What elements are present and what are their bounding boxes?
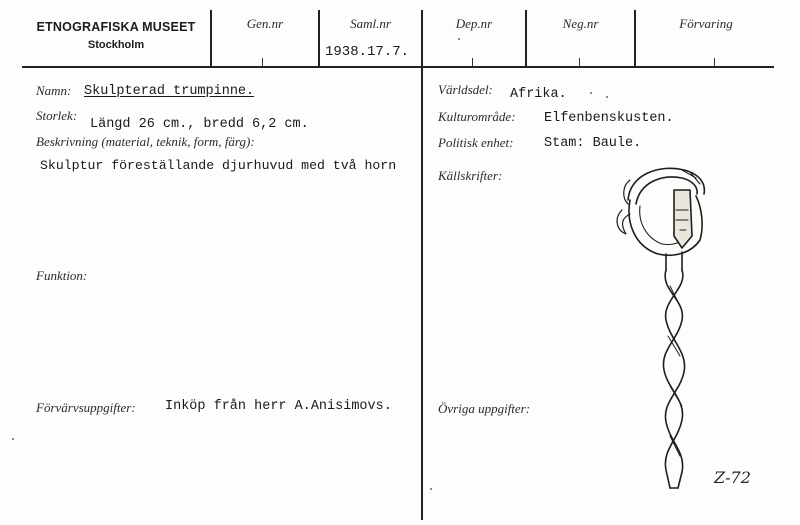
politisk-label: Politisk enhet: [438,135,514,150]
drumstick-illustration [600,160,720,500]
forvaring-label: Förvaring [679,16,733,31]
tick-mark [714,58,715,66]
curator-signature: Z-72 [714,468,751,487]
storlek-value: Längd 26 cm., bredd 6,2 cm. [90,117,309,132]
neg-nr-label: Neg.nr [562,16,599,31]
kulturomrade-value: Elfenbenskusten. [544,111,674,126]
kulturomrade-label: Kulturområde: [438,109,516,124]
kallskrifter-label: Källskrifter: [438,168,503,183]
varldsdel-value: Afrika. [510,87,567,102]
forvarv-label: Förvärvsuppgifter: [36,400,136,415]
tick-mark [579,58,580,66]
forvarv-value: Inköp från herr A.Anisimovs. [165,399,392,414]
speck [430,488,432,490]
beskrivning-label: Beskrivning (material, teknik, form, färg): [36,134,255,149]
tick-mark [472,58,473,66]
saml-nr-label: Saml.nr [350,16,391,31]
speck [590,92,592,94]
ovriga-label: Övriga uppgifter: [438,401,531,416]
funktion-label: Funktion: [36,268,88,283]
namn-value: Skulpterad trumpinne. [84,84,255,99]
museum-city: Stockholm [87,39,145,51]
tick-mark [262,58,263,66]
speck [12,438,14,440]
beskrivning-value: Skulptur föreställande djurhuvud med två horn [40,158,397,173]
storlek-label: Storlek: [36,108,78,123]
dep-nr-label: Dep.nr [455,16,493,31]
speck [458,38,460,40]
politisk-value: Stam: Baule. [544,136,642,151]
speck [606,96,608,98]
museum-name: ETNOGRAFISKA MUSEET [36,20,196,34]
namn-label: Namn: [36,83,72,98]
center-divider [421,10,423,520]
header-divider [22,66,774,68]
gen-nr-label: Gen.nr [246,16,284,31]
varldsdel-label: Världsdel: [438,82,493,97]
saml-nr-value: 1938.17.7. [325,44,410,60]
